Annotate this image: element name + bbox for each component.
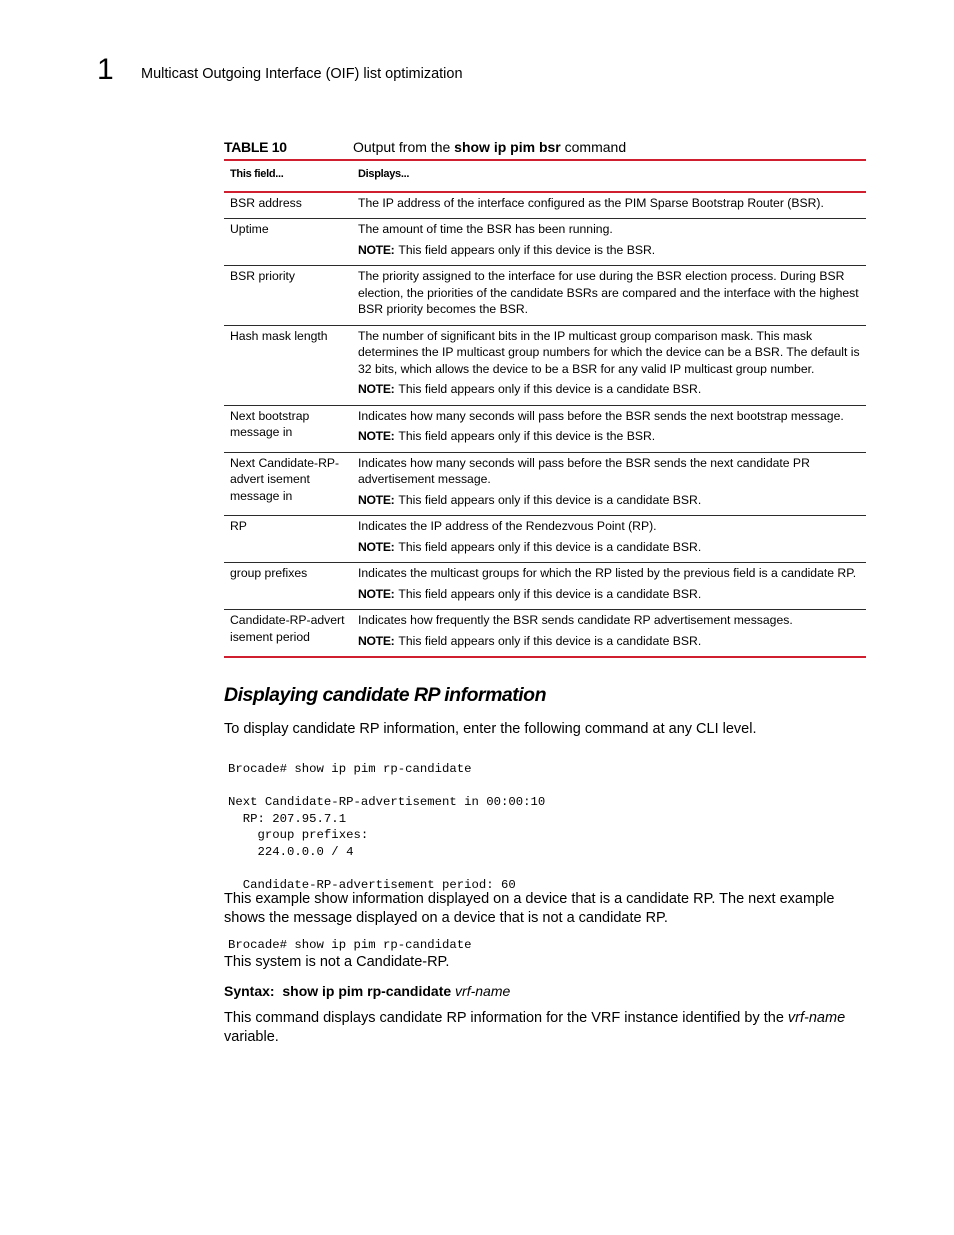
field-description: The IP address of the interface configured as the PIM Sparse Bootstrap Router (BSR). <box>358 195 824 210</box>
col2-header: Displays... <box>352 160 866 192</box>
field-description-cell <box>352 192 866 219</box>
table-row <box>224 325 866 405</box>
table-row <box>224 610 866 658</box>
note-label: NOTE: <box>358 633 395 648</box>
caption-command: show ip pim bsr <box>454 139 561 155</box>
vrf-text-pre: This command displays candidate RP information for the VRF instance identified by the <box>224 1010 784 1026</box>
note <box>358 242 860 259</box>
table-row <box>224 563 866 610</box>
note-label: NOTE: <box>358 382 395 396</box>
note-label: NOTE: <box>358 242 395 257</box>
note-text: This field appears only if this device is a candidate BSR. <box>398 586 702 601</box>
syntax-label: Syntax: <box>224 983 275 999</box>
note-label: NOTE: <box>358 539 395 554</box>
note-text: This field appears only if this device is the BSR. <box>398 242 656 257</box>
table-caption-text <box>353 137 626 157</box>
field-description: Indicates how many seconds will pass before the BSR sends the next bootstrap message. <box>358 408 844 423</box>
field-description: The priority assigned to the interface for use during the BSR election process. During BSR election, the priorities of the candidate BSRs are compared and the interface with the highest BSR priority becomes the BSR. <box>358 269 859 316</box>
note-text: This field appears only if this device is a candidate BSR. <box>398 539 702 554</box>
table-row <box>224 219 866 266</box>
intro-paragraph: To display candidate RP information, enter the following command at any CLI level. <box>224 721 757 737</box>
field-name-cell: Next Candidate-RP-advert isement message in <box>224 452 352 516</box>
table-label: TABLE 10 <box>224 139 287 155</box>
code-block-rp-candidate: Brocade# show ip pim rp-candidate Next Candidate-RP-advertisement in 00:00:10 RP: 207.95.7.1 group prefixes: 224.0.0.0 / 4 Candidate-RP-advertisement period: 60 <box>228 762 546 892</box>
chapter-number: 1 <box>97 53 114 86</box>
table-row <box>224 516 866 563</box>
field-description-cell <box>352 610 866 658</box>
field-name-cell: Hash mask length <box>224 325 352 405</box>
note-label: NOTE: <box>358 492 395 507</box>
field-name-cell: Candidate-RP-advert isement period <box>224 610 352 658</box>
field-name-cell: Uptime <box>224 219 352 266</box>
field-name-cell: BSR address <box>230 195 302 210</box>
table-row <box>224 266 866 326</box>
syntax-command: show ip pim rp-candidate <box>282 983 452 999</box>
note-label: NOTE: <box>358 586 395 601</box>
field-description: The number of significant bits in the IP multicast group comparison mask. This mask determines the IP multicast group numbers for which the device can be a BSR. The default is 32 bits, which allows the device to be a BSR for any valid IP multicast group number. <box>358 328 860 376</box>
note <box>358 492 860 509</box>
field-description-cell <box>352 405 866 452</box>
note-text: This field appears only if this device is a candidate BSR. <box>398 633 702 648</box>
field-name-cell: RP <box>224 516 352 563</box>
field-description-cell <box>352 563 866 610</box>
note-text: This field appears only if this device is a candidate BSR. <box>398 382 702 396</box>
field-name-cell: BSR priority <box>224 266 352 326</box>
field-description: Indicates how frequently the BSR sends candidate RP advertisement messages. <box>358 613 793 627</box>
code-block-command: Brocade# show ip pim rp-candidate <box>228 938 472 952</box>
field-description-cell <box>352 219 866 266</box>
col1-header: This field... <box>224 160 352 192</box>
caption-suffix: command <box>564 139 627 155</box>
note <box>358 381 860 398</box>
table-body <box>224 192 866 658</box>
syntax-line <box>224 982 510 1001</box>
vrf-paragraph <box>224 1009 864 1047</box>
vrf-text-post: variable. <box>224 1029 279 1045</box>
note <box>358 428 860 445</box>
field-description-cell <box>352 325 866 405</box>
table-row <box>224 452 866 516</box>
field-description: Indicates the IP address of the Rendezvous Point (RP). <box>358 519 657 533</box>
syntax-variable: vrf-name <box>455 983 511 999</box>
field-description-cell <box>352 452 866 516</box>
example-paragraph: This example show information displayed on a device that is a candidate RP. The next example shows the message displayed on a device that is not a candidate RP. <box>224 891 835 926</box>
table-header-row <box>224 160 866 192</box>
field-name-cell: group prefixes <box>224 563 352 610</box>
field-description-cell <box>352 516 866 563</box>
field-description-cell <box>352 266 866 326</box>
caption-prefix: Output from the <box>353 139 451 155</box>
not-candidate-text: This system is not a Candidate-RP. <box>224 954 450 970</box>
bsr-output-table <box>224 159 866 658</box>
vrf-variable: vrf-name <box>787 1010 846 1026</box>
note <box>358 539 860 556</box>
field-name-cell: Next bootstrap message in <box>224 405 352 452</box>
note-text: This field appears only if this device is a candidate BSR. <box>398 492 702 507</box>
section-heading: Displaying candidate RP information <box>224 684 546 706</box>
table-row <box>224 192 866 219</box>
note <box>358 586 860 603</box>
table-row <box>224 405 866 452</box>
note-label: NOTE: <box>358 429 395 443</box>
chapter-title: Multicast Outgoing Interface (OIF) list optimization <box>141 66 463 82</box>
note-text: This field appears only if this device is the BSR. <box>398 429 656 443</box>
field-description: Indicates the multicast groups for which the RP listed by the previous field is a candidate RP. <box>358 566 857 580</box>
field-description: The amount of time the BSR has been running. <box>358 222 613 236</box>
field-description: Indicates how many seconds will pass before the BSR sends the next candidate PR advertisement message. <box>358 455 810 486</box>
note <box>358 633 860 650</box>
